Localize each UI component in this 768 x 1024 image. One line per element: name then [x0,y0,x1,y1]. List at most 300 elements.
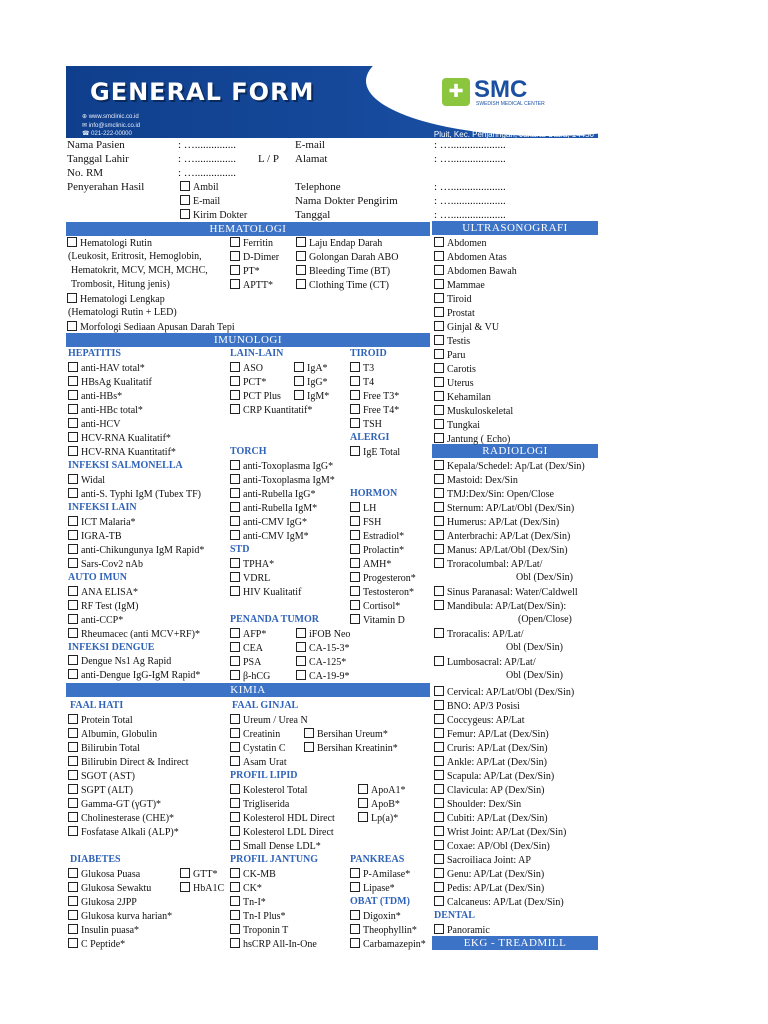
checkbox[interactable] [434,251,444,261]
obat-item[interactable] [350,924,417,937]
tumor-item[interactable] [296,628,350,641]
checkbox[interactable] [230,826,240,836]
checkbox[interactable] [230,558,240,568]
checkbox[interactable] [230,910,240,920]
checkbox[interactable] [296,251,306,261]
checkbox[interactable] [434,812,444,822]
checkbox[interactable] [68,938,78,948]
radiologi-item[interactable] [434,714,525,727]
checkbox[interactable] [68,756,78,766]
checkbox[interactable] [350,910,360,920]
diabetes-item[interactable] [180,882,224,895]
checkbox[interactable] [434,405,444,415]
checkbox[interactable] [230,882,240,892]
checkbox[interactable] [230,572,240,582]
alergi-item[interactable] [350,446,400,459]
usg-item[interactable] [434,321,499,334]
checkbox[interactable] [67,293,77,303]
faal-hati-item[interactable] [68,756,188,769]
usg-item[interactable] [434,237,486,250]
checkbox[interactable] [434,544,444,554]
radiologi-item[interactable] [434,728,549,741]
checkbox[interactable] [230,938,240,948]
lipid-item[interactable] [230,784,307,797]
checkbox[interactable] [68,882,78,892]
checkbox[interactable] [434,377,444,387]
jantung-item[interactable] [230,924,288,937]
obat-item[interactable] [350,938,426,951]
checkbox[interactable] [68,770,78,780]
diabetes-item[interactable] [68,910,172,923]
hematologi-item[interactable] [296,265,390,278]
torch-item[interactable] [230,474,335,487]
checkbox[interactable] [230,798,240,808]
immunoglobulin-item[interactable] [294,362,328,375]
checkbox[interactable] [304,742,314,752]
infeksi-lain-item[interactable] [68,544,204,557]
checkbox[interactable] [350,558,360,568]
checkbox[interactable] [68,446,78,456]
faal-hati-item[interactable] [68,812,174,825]
checkbox[interactable] [434,600,444,610]
tumor-item[interactable] [296,642,350,655]
hematologi-item[interactable] [230,251,279,264]
faal-hati-item[interactable] [68,784,133,797]
checkbox[interactable] [350,404,360,414]
checkbox[interactable] [68,924,78,934]
checkbox[interactable] [434,307,444,317]
usg-item[interactable] [434,419,480,432]
jantung-item[interactable] [230,910,286,923]
checkbox[interactable] [434,770,444,780]
faal-hati-item[interactable] [68,826,179,839]
hormon-item[interactable] [350,502,376,515]
checkbox[interactable] [230,714,240,724]
salmonella-item[interactable] [68,474,105,487]
checkbox[interactable] [68,868,78,878]
checkbox[interactable] [358,784,368,794]
dental-item[interactable] [434,924,490,937]
checkbox[interactable] [230,586,240,596]
salmonella-item[interactable] [68,488,201,501]
checkbox[interactable] [68,362,78,372]
radiologi-item[interactable] [434,798,521,811]
checkbox[interactable] [434,742,444,752]
checkbox[interactable] [68,910,78,920]
checkbox[interactable] [68,418,78,428]
checkbox[interactable] [230,530,240,540]
hepatitis-item[interactable] [68,376,152,389]
usg-item[interactable] [434,265,517,278]
checkbox[interactable] [358,798,368,808]
checkbox[interactable] [434,840,444,850]
checkbox[interactable] [230,742,240,752]
option-email[interactable] [180,195,220,208]
hematologi-item[interactable] [296,237,382,250]
lain-lain-item[interactable] [230,404,312,417]
lipid-item[interactable] [230,812,335,825]
checkbox[interactable] [68,655,78,665]
faal-ginjal-item[interactable] [304,742,398,755]
radiologi-item[interactable] [434,826,566,839]
checkbox[interactable] [230,812,240,822]
checkbox[interactable] [434,391,444,401]
radiologi-item[interactable] [434,474,518,487]
checkbox[interactable] [68,376,78,386]
hormon-item[interactable] [350,614,405,627]
checkbox[interactable] [434,516,444,526]
checkbox[interactable] [230,502,240,512]
checkbox[interactable] [434,728,444,738]
radiologi-item[interactable] [434,812,548,825]
autoimun-item[interactable] [68,586,138,599]
checkbox[interactable] [304,728,314,738]
checkbox[interactable] [68,784,78,794]
tumor-item[interactable] [230,642,263,655]
checkbox[interactable] [68,669,78,679]
checkbox[interactable] [434,784,444,794]
diabetes-item[interactable] [68,938,125,951]
checkbox[interactable] [294,376,304,386]
autoimun-item[interactable] [68,614,123,627]
radiologi-item[interactable] [434,896,564,909]
radiologi-item[interactable] [434,770,554,783]
hematologi-rutin[interactable] [67,237,152,250]
diabetes-item[interactable] [68,924,139,937]
jantung-item[interactable] [230,896,266,909]
hormon-item[interactable] [350,558,391,571]
checkbox[interactable] [350,376,360,386]
std-item[interactable] [230,586,301,599]
checkbox[interactable] [434,714,444,724]
checkbox[interactable] [434,826,444,836]
faal-ginjal-item[interactable] [230,714,308,727]
checkbox[interactable] [434,756,444,766]
hepatitis-item[interactable] [68,362,145,375]
checkbox[interactable] [230,265,240,275]
checkbox[interactable] [350,614,360,624]
lipid-item[interactable] [230,798,289,811]
faal-ginjal-item[interactable] [304,728,388,741]
hepatitis-item[interactable] [68,390,122,403]
radiologi-item[interactable] [434,840,550,853]
checkbox[interactable] [68,488,78,498]
checkbox[interactable] [230,362,240,372]
checkbox[interactable] [230,896,240,906]
radiologi-item[interactable] [434,854,531,867]
checkbox[interactable] [434,293,444,303]
infeksi-lain-item[interactable] [68,558,143,571]
checkbox[interactable] [230,756,240,766]
obat-item[interactable] [350,910,401,923]
checkbox[interactable] [434,502,444,512]
faal-ginjal-item[interactable] [230,756,287,769]
checkbox[interactable] [230,404,240,414]
checkbox[interactable] [68,812,78,822]
faal-hati-item[interactable] [68,770,135,783]
checkbox[interactable] [350,544,360,554]
checkbox[interactable] [296,237,306,247]
std-item[interactable] [230,558,274,571]
checkbox[interactable] [296,628,306,638]
pankreas-item[interactable] [350,868,410,881]
checkbox[interactable] [350,572,360,582]
checkbox[interactable] [350,924,360,934]
hematologi-lengkap[interactable] [67,293,165,306]
usg-item[interactable] [434,391,491,404]
checkbox[interactable] [230,516,240,526]
hepatitis-item[interactable] [68,418,120,431]
jantung-item[interactable] [230,882,262,895]
lipid-item[interactable] [230,826,334,839]
faal-ginjal-item[interactable] [230,742,286,755]
faal-hati-item[interactable] [68,728,157,741]
checkbox[interactable] [434,349,444,359]
tumor-item[interactable] [296,670,350,683]
usg-item[interactable] [434,251,507,264]
checkbox[interactable] [434,854,444,864]
diabetes-item[interactable] [68,868,140,881]
usg-item[interactable] [434,307,475,320]
lain-lain-item[interactable] [230,376,266,389]
torch-item[interactable] [230,516,307,529]
checkbox[interactable] [350,418,360,428]
checkbox[interactable] [434,628,444,638]
pankreas-item[interactable] [350,882,395,895]
checkbox[interactable] [350,938,360,948]
radiologi-item[interactable] [434,656,536,669]
checkbox[interactable] [68,530,78,540]
usg-item[interactable] [434,335,470,348]
checkbox[interactable] [230,924,240,934]
radiologi-item[interactable] [434,600,566,613]
checkbox[interactable] [68,586,78,596]
checkbox[interactable] [68,558,78,568]
hormon-item[interactable] [350,544,404,557]
checkbox[interactable] [434,363,444,373]
checkbox[interactable] [434,798,444,808]
option-ambil[interactable] [180,181,219,194]
lain-lain-item[interactable] [230,362,263,375]
hormon-item[interactable] [350,600,400,613]
checkbox[interactable] [68,600,78,610]
tiroid-item[interactable] [350,418,382,431]
checkbox[interactable] [434,686,444,696]
checkbox[interactable] [68,714,78,724]
usg-item[interactable] [434,349,465,362]
hematologi-item[interactable] [230,279,273,292]
radiologi-item[interactable] [434,756,547,769]
checkbox[interactable] [68,614,78,624]
tiroid-item[interactable] [350,390,399,403]
checkbox[interactable] [350,530,360,540]
usg-item[interactable] [434,363,476,376]
usg-item[interactable] [434,377,474,390]
checkbox[interactable] [230,474,240,484]
radiologi-item[interactable] [434,868,544,881]
checkbox[interactable] [434,656,444,666]
checkbox[interactable] [434,896,444,906]
diabetes-item[interactable] [68,896,137,909]
autoimun-item[interactable] [68,600,138,613]
checkbox[interactable] [296,279,306,289]
checkbox[interactable] [294,390,304,400]
tumor-item[interactable] [296,656,346,669]
hormon-item[interactable] [350,572,416,585]
immunoglobulin-item[interactable] [294,376,328,389]
checkbox[interactable] [434,237,444,247]
checkbox[interactable] [68,742,78,752]
lipid-item[interactable] [230,840,321,853]
torch-item[interactable] [230,502,317,515]
lipid-item[interactable] [358,812,398,825]
hormon-item[interactable] [350,586,414,599]
radiologi-item[interactable] [434,516,559,529]
tumor-item[interactable] [230,656,261,669]
checkbox[interactable] [350,600,360,610]
checkbox[interactable] [68,798,78,808]
checkbox[interactable] [434,265,444,275]
checkbox[interactable] [230,728,240,738]
diabetes-item[interactable] [68,882,151,895]
tiroid-item[interactable] [350,376,374,389]
checkbox[interactable] [434,460,444,470]
immunoglobulin-item[interactable] [294,390,329,403]
jantung-item[interactable] [230,868,276,881]
checkbox[interactable] [350,516,360,526]
checkbox[interactable] [434,474,444,484]
checkbox[interactable] [434,488,444,498]
checkbox[interactable] [434,279,444,289]
checkbox[interactable] [230,642,240,652]
checkbox[interactable] [68,516,78,526]
checkbox[interactable] [434,882,444,892]
hematologi-item[interactable] [296,279,389,292]
infeksi-lain-item[interactable] [68,516,136,529]
radiologi-item[interactable] [434,784,544,797]
usg-item[interactable] [434,279,485,292]
checkbox[interactable] [294,362,304,372]
dengue-item[interactable] [68,655,171,668]
checkbox[interactable] [67,321,77,331]
checkbox[interactable] [350,586,360,596]
checkbox[interactable] [230,460,240,470]
checkbox[interactable] [434,924,444,934]
checkbox[interactable] [296,656,306,666]
checkbox[interactable] [350,868,360,878]
checkbox[interactable] [296,670,306,680]
usg-item[interactable] [434,405,513,418]
checkbox[interactable] [68,404,78,414]
checkbox[interactable] [68,474,78,484]
checkbox[interactable] [230,840,240,850]
checkbox[interactable] [180,195,190,205]
infeksi-lain-item[interactable] [68,530,122,543]
checkbox[interactable] [230,488,240,498]
checkbox[interactable] [350,390,360,400]
checkbox[interactable] [434,433,444,443]
tiroid-item[interactable] [350,362,374,375]
hepatitis-item[interactable] [68,404,143,417]
tumor-item[interactable] [230,670,270,683]
torch-item[interactable] [230,530,309,543]
usg-item[interactable] [434,293,472,306]
radiologi-item[interactable] [434,558,542,571]
checkbox[interactable] [434,530,444,540]
autoimun-item[interactable] [68,628,200,641]
hematologi-item[interactable] [230,237,273,250]
checkbox[interactable] [230,251,240,261]
lipid-item[interactable] [358,784,405,797]
hormon-item[interactable] [350,530,404,543]
hepatitis-item[interactable] [68,446,176,459]
checkbox[interactable] [230,279,240,289]
torch-item[interactable] [230,488,315,501]
checkbox[interactable] [68,390,78,400]
checkbox[interactable] [296,642,306,652]
tiroid-item[interactable] [350,404,399,417]
radiologi-item[interactable] [434,686,574,699]
checkbox[interactable] [358,812,368,822]
checkbox[interactable] [180,868,190,878]
morfologi-darah[interactable] [67,321,235,334]
lain-lain-item[interactable] [230,390,281,403]
radiologi-item[interactable] [434,460,585,473]
faal-hati-item[interactable] [68,742,140,755]
hormon-item[interactable] [350,516,381,529]
checkbox[interactable] [230,376,240,386]
checkbox[interactable] [68,544,78,554]
radiologi-item[interactable] [434,586,578,599]
jantung-item[interactable] [230,938,317,951]
faal-hati-item[interactable] [68,798,161,811]
checkbox[interactable] [68,628,78,638]
hematologi-item[interactable] [296,251,398,264]
checkbox[interactable] [434,868,444,878]
checkbox[interactable] [434,558,444,568]
checkbox[interactable] [230,628,240,638]
faal-hati-item[interactable] [68,714,133,727]
radiologi-item[interactable] [434,700,520,713]
checkbox[interactable] [180,209,190,219]
radiologi-item[interactable] [434,488,554,501]
radiologi-item[interactable] [434,530,570,543]
checkbox[interactable] [350,882,360,892]
checkbox[interactable] [434,586,444,596]
checkbox[interactable] [350,502,360,512]
checkbox[interactable] [230,670,240,680]
checkbox[interactable] [180,882,190,892]
radiologi-item[interactable] [434,544,568,557]
checkbox[interactable] [230,784,240,794]
std-item[interactable] [230,572,270,585]
checkbox[interactable] [434,321,444,331]
checkbox[interactable] [230,390,240,400]
radiologi-item[interactable] [434,628,524,641]
checkbox[interactable] [180,181,190,191]
hematologi-item[interactable] [230,265,260,278]
checkbox[interactable] [434,335,444,345]
checkbox[interactable] [434,700,444,710]
checkbox[interactable] [296,265,306,275]
checkbox[interactable] [434,419,444,429]
checkbox[interactable] [68,826,78,836]
dengue-item[interactable] [68,669,200,682]
checkbox[interactable] [350,446,360,456]
radiologi-item[interactable] [434,882,544,895]
tumor-item[interactable] [230,628,266,641]
checkbox[interactable] [350,362,360,372]
